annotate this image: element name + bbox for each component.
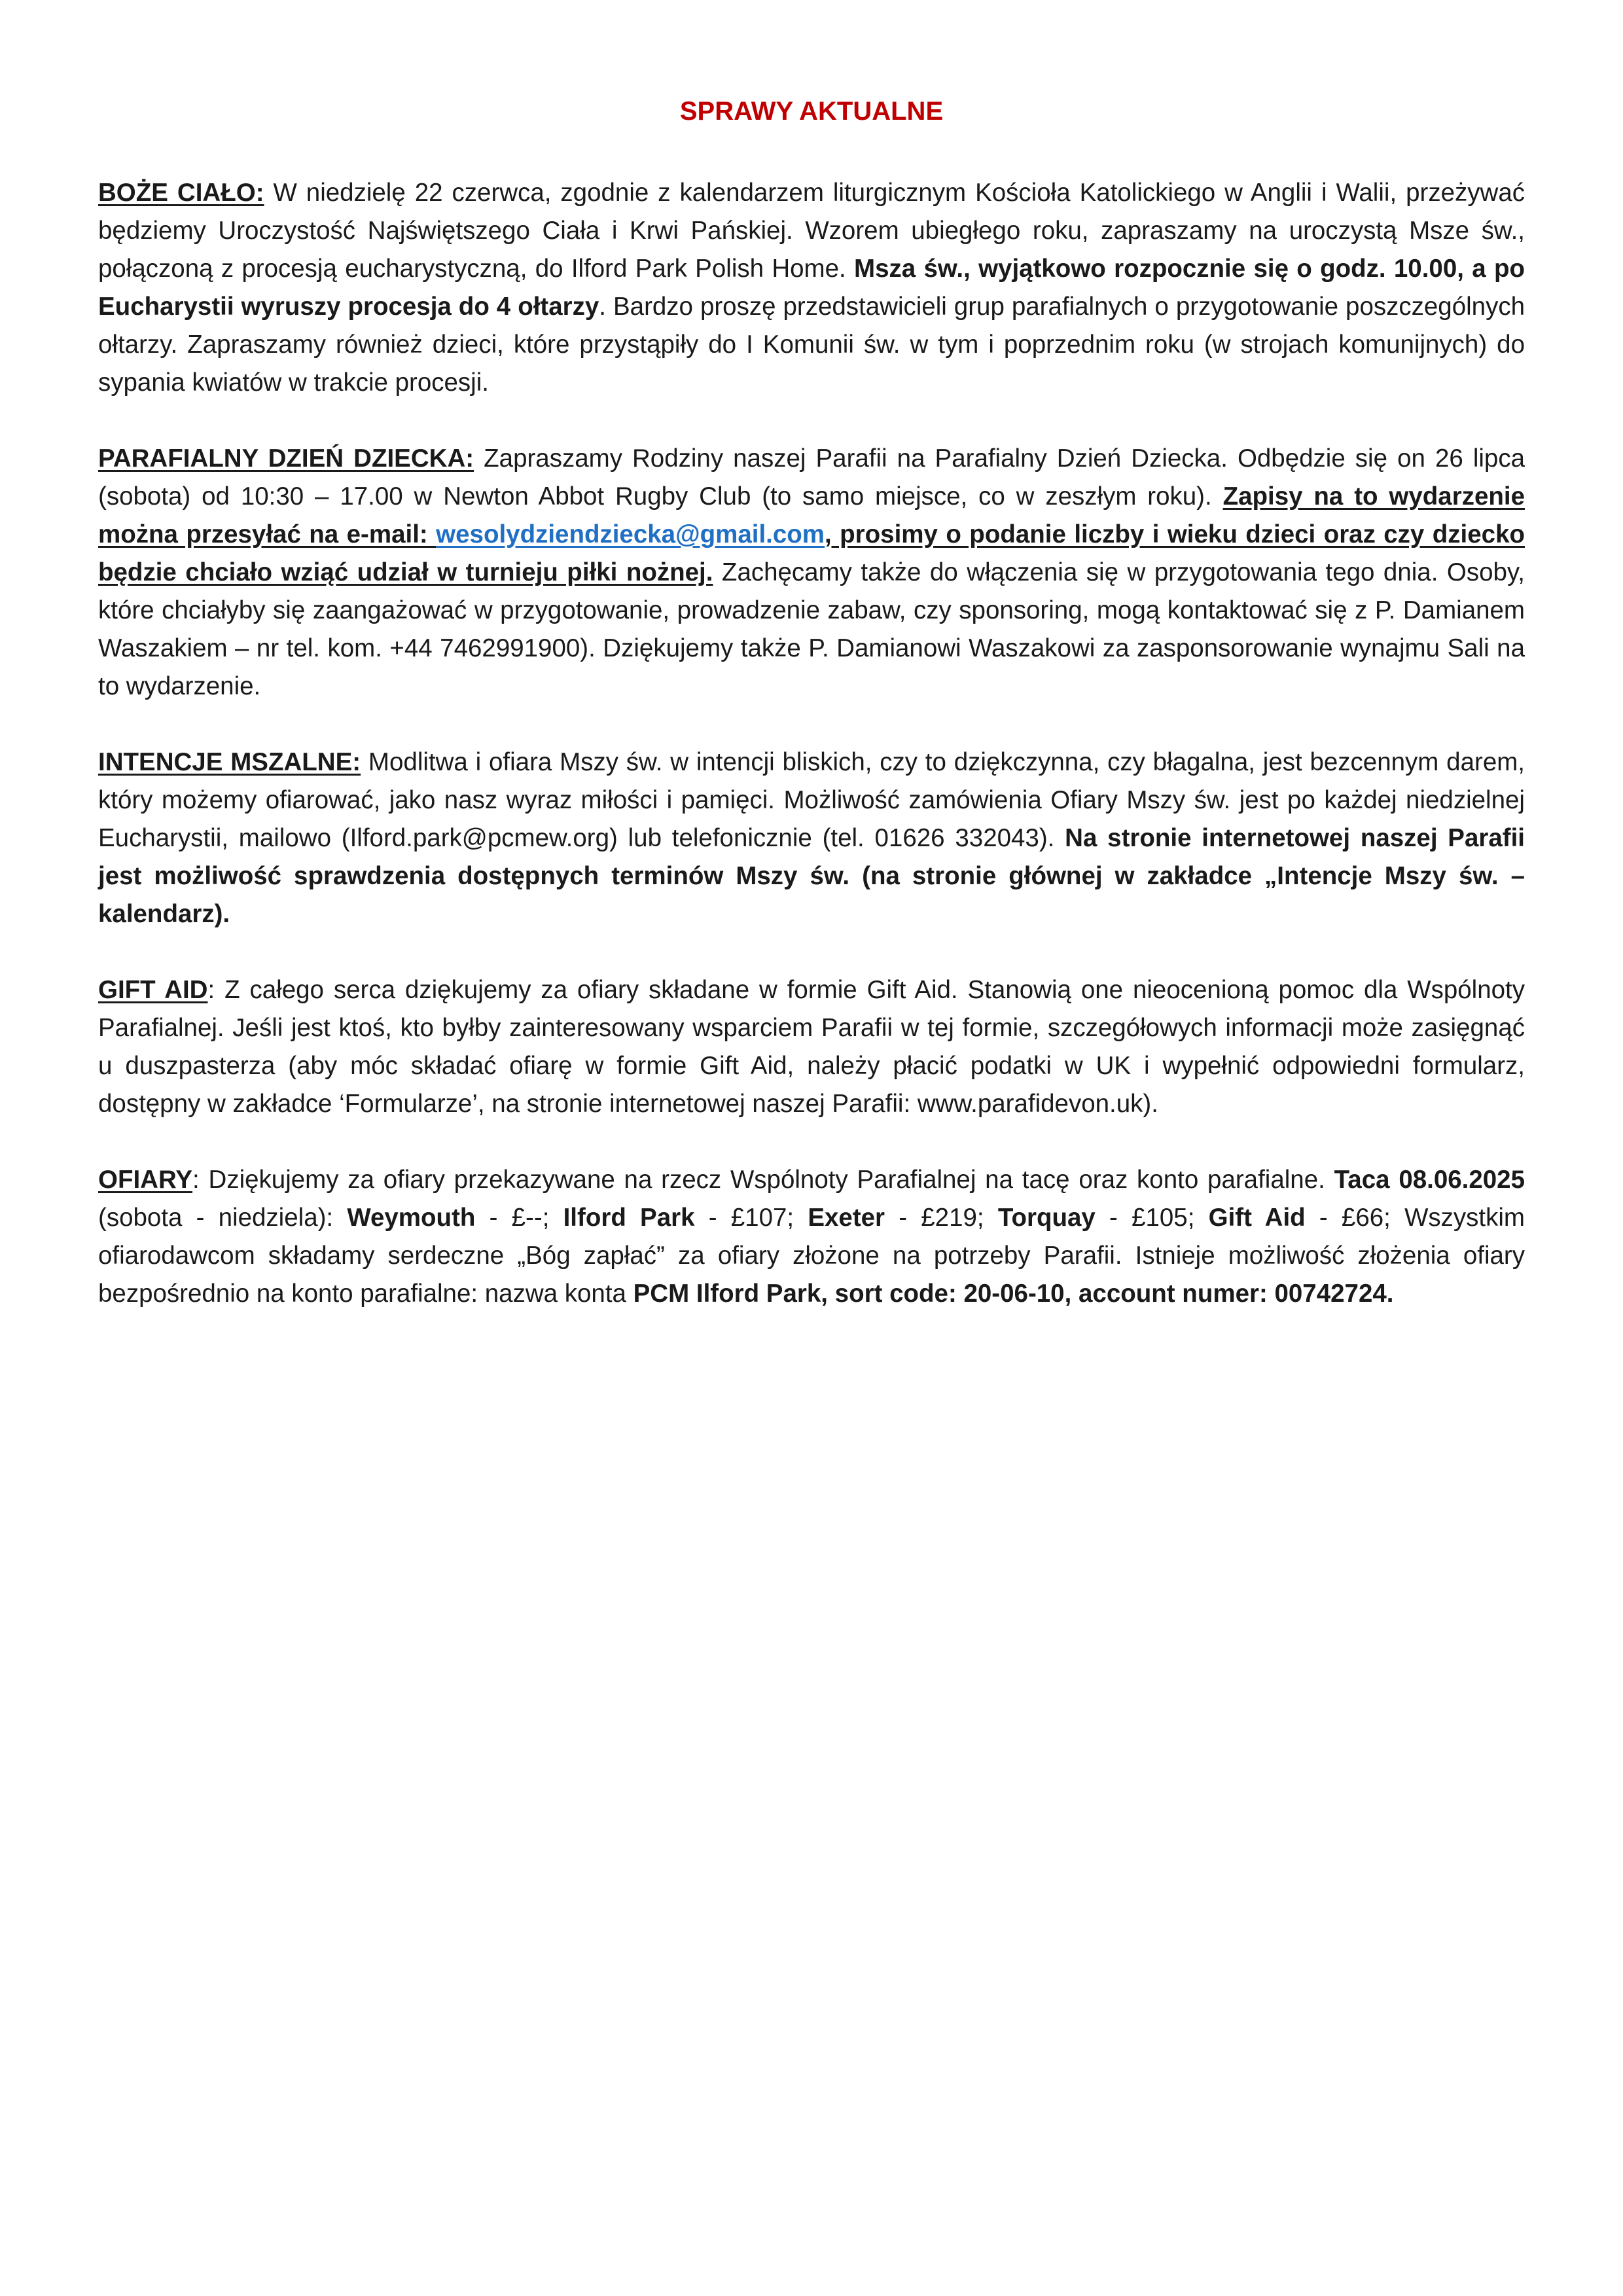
section-gift-aid [98, 971, 1525, 1123]
account-details: PCM Ilford Park, sort code: 20-06-10, account numer: 00742724. [633, 1280, 1394, 1308]
torquay-value: - £105; [1095, 1204, 1209, 1232]
ilford-value: - £107; [694, 1204, 808, 1232]
document-page [98, 92, 1525, 1351]
intencje-text-1: Modlitwa i ofiara Mszy św. w intencji bliskich, czy to dziękczynna, czy błagalna, jest bezcennym darem, który możemy ofiarować, jako nasz wyraz miłości i pamięci. Możliwość zamówienia Ofiary Mszy św. jest po każdej niedzielnej Eucharystii, mailowo (Ilford.park@pcmew.org) lub telefonicznie (tel. 01626 332043). [98, 748, 1525, 852]
boze-cialo-bold-1: Msza św., wyjątkowo rozpocznie się o godz. 10.00, a po Eucharystii wyruszy procesja do 4 ołtarzy [98, 255, 1525, 321]
boze-cialo-text-1: W niedzielę 22 czerwca, zgodnie z kalendarzem liturgicznym Kościoła Katolickiego w Anglii i Walii, przeżywać będziemy Uroczystość Najświętszego Ciała i Krwi Pańskiej. Wzorem ubiegłego roku, zapraszamy na uroczystą Msze św., połączoną z procesją eucharystyczną, do Ilford Park Polish Home. [98, 179, 1525, 283]
dzien-dziecka-text-2: Zachęcamy także do włączenia się w przygotowania tego dnia. Osoby, które chciałyby się zaangażować w przygotowanie, prowadzenie zabaw, czy sponsoring, mogą kontaktować się z P. Damianem Waszakiem – nr tel. kom. +44 7462991900). Dziękujemy także P. Damianowi Waszakowi za zasponsorowanie wynajmu Sali na to wydarzenie. [98, 558, 1525, 700]
gift-aid-text-1: : Z całego serca dziękujemy za ofiary składane w formie Gift Aid. Stanowią one nieocenioną pomoc dla Wspólnoty Parafialnej. Jeśli jest ktoś, kto byłby zainteresowany wsparciem Parafii w tej formie, szczegółowych informacji może zasięgnąć u duszpasterza (aby móc składać ofiarę w formie Gift Aid, należy płacić podatki w UK i wypełnić odpowiedni formularz, dostępny w zakładce ‘Formularze’, na stronie internetowej naszej Parafii: www.parafidevon.uk). [98, 976, 1525, 1118]
weymouth-value: - £--; [475, 1204, 563, 1232]
boze-cialo-text-2: . Bardzo proszę przedstawicieli grup parafialnych o przygotowanie poszczególnych ołtarzy. Zapraszamy również dzieci, które przystąpiły do I Komunii św. w tym i poprzednim roku (w strojach komunijnych) do sypania kwiatów w trakcie procesji. [98, 293, 1525, 397]
ilford-label: Ilford Park [563, 1204, 695, 1232]
torquay-label: Torquay [997, 1204, 1096, 1232]
section-heading-boze-cialo: BOŻE CIAŁO: [98, 179, 264, 207]
section-ofiary [98, 1161, 1525, 1313]
dzien-dziecka-bold-2: , prosimy o podanie liczby i wieku dzieci oraz czy dziecko będzie chciało wziąć udział w turnieju piłki nożnej. [98, 520, 1525, 586]
gift-aid-label: Gift Aid [1208, 1204, 1306, 1232]
intencje-bold-1: Na stronie internetowej naszej Parafii jest możliwość sprawdzenia dostępnych terminów Mszy św. (na stronie głównej w zakładce „Intencje Mszy św. – kalendarz). [98, 824, 1525, 928]
taca-range: (sobota - niedziela): [98, 1204, 348, 1232]
exeter-label: Exeter [808, 1204, 885, 1232]
dzien-dziecka-bold-1: Zapisy na to wydarzenie można przesyłać na e-mail: [98, 482, 1525, 548]
section-dzien-dziecka [98, 440, 1525, 706]
gift-aid-value: - £66; [1305, 1204, 1405, 1232]
exeter-value: - £219; [885, 1204, 998, 1232]
section-heading-gift-aid: GIFT AID [98, 976, 208, 1004]
section-heading-ofiary: OFIARY [98, 1166, 193, 1194]
page-title: SPRAWY AKTUALNE [679, 97, 944, 126]
email-link[interactable]: wesolydziendziecka@gmail.com [436, 520, 825, 548]
section-heading-intencje: INTENCJE MSZALNE: [98, 748, 361, 776]
dzien-dziecka-text-1: Zapraszamy Rodziny naszej Parafii na Parafialny Dzień Dziecka. Odbędzie się on 26 lipca (sobota) od 10:30 – 17.00 w Newton Abbot Rugby Club (to samo miejsce, co w zeszłym roku). [98, 444, 1525, 511]
ofiary-text-2: Wszystkim ofiarodawcom składamy serdeczne „Bóg zapłać” za ofiary złożone na potrzeby Parafii. Istnieje możliwość złożenia ofiary bezpośrednio na konto parafialne: nazwa konta [98, 1204, 1525, 1308]
section-heading-dzien-dziecka: PARAFIALNY DZIEŃ DZIECKA: [98, 444, 474, 473]
section-boze-cialo [98, 174, 1525, 402]
section-intencje-mszalne [98, 744, 1525, 933]
ofiary-text-1: : Dziękujemy za ofiary przekazywane na rzecz Wspólnoty Parafialnej na tacę oraz konto parafialne. [192, 1166, 1334, 1194]
taca-label: Taca 08.06.2025 [1334, 1166, 1525, 1194]
weymouth-label: Weymouth [347, 1204, 476, 1232]
